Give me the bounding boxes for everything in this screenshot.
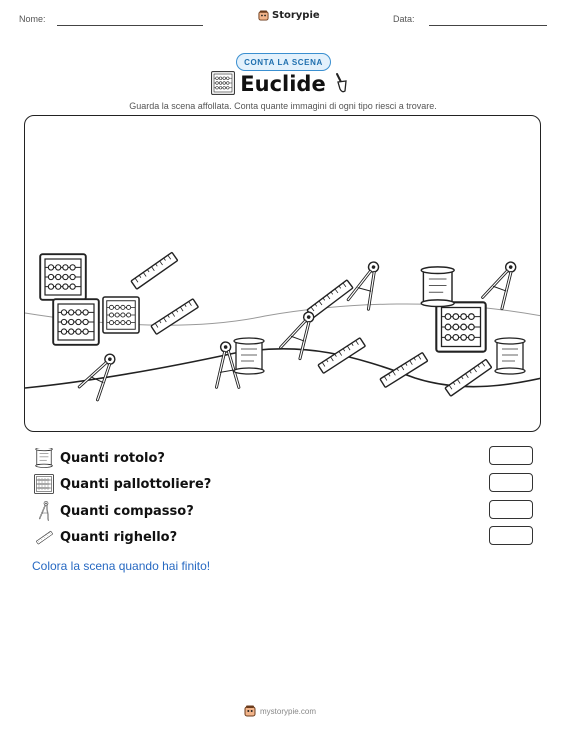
abacus-object bbox=[40, 254, 86, 300]
answer-box-compass[interactable] bbox=[489, 500, 533, 519]
scroll-object bbox=[495, 338, 525, 374]
answer-box-ruler[interactable] bbox=[489, 526, 533, 545]
brand bbox=[258, 10, 320, 21]
question-label: Quanti rotolo? bbox=[60, 450, 165, 466]
abacus-icon bbox=[34, 474, 54, 494]
storypie-logo-icon bbox=[258, 10, 269, 21]
ruler-object bbox=[151, 299, 198, 335]
activity-badge: CONTA LA SCENA bbox=[236, 53, 331, 71]
compass-object bbox=[78, 348, 118, 400]
question-label: Quanti righello? bbox=[60, 529, 178, 545]
scene-illustration bbox=[25, 116, 541, 432]
compass-icon bbox=[34, 501, 54, 521]
abacus-object bbox=[103, 297, 139, 333]
answer-box-scroll[interactable] bbox=[489, 446, 533, 465]
page-title: Euclide bbox=[240, 72, 326, 96]
storypie-logo-icon bbox=[244, 705, 256, 717]
ruler-object bbox=[380, 353, 428, 388]
ruler-object bbox=[131, 252, 178, 289]
question-compass bbox=[34, 501, 194, 521]
compass-object bbox=[209, 341, 239, 391]
color-instruction: Colora la scena quando hai finito! bbox=[32, 559, 211, 573]
abacus-object bbox=[53, 299, 99, 345]
brand-name: Storypie bbox=[272, 10, 320, 21]
scroll-object bbox=[421, 267, 454, 307]
compass-object bbox=[347, 258, 380, 309]
date-field-line[interactable] bbox=[429, 25, 547, 26]
scene-panel bbox=[24, 115, 541, 432]
trowel-icon bbox=[332, 72, 350, 94]
ruler-object bbox=[318, 338, 365, 374]
footer-url: mystorypie.com bbox=[260, 706, 317, 716]
question-label: Quanti compasso? bbox=[60, 503, 194, 519]
question-ruler bbox=[34, 527, 177, 547]
name-label: Nome: bbox=[19, 14, 46, 24]
compass-object bbox=[481, 257, 518, 309]
scroll-object bbox=[234, 338, 264, 374]
question-abacus bbox=[34, 474, 211, 494]
scroll-icon bbox=[34, 448, 54, 468]
date-label: Data: bbox=[393, 14, 415, 24]
instructions: Guarda la scena affollata. Conta quante immagini di ogni tipo riesci a trovare. bbox=[129, 101, 437, 111]
name-field-line[interactable] bbox=[57, 25, 203, 26]
abacus-object bbox=[436, 302, 485, 351]
ruler-object bbox=[445, 359, 492, 396]
answer-box-abacus[interactable] bbox=[489, 473, 533, 492]
question-label: Quanti pallottoliere? bbox=[60, 476, 212, 492]
ruler-icon bbox=[34, 527, 54, 547]
question-scroll bbox=[34, 448, 165, 468]
footer-brand bbox=[244, 705, 316, 717]
ruler-object bbox=[307, 280, 353, 318]
